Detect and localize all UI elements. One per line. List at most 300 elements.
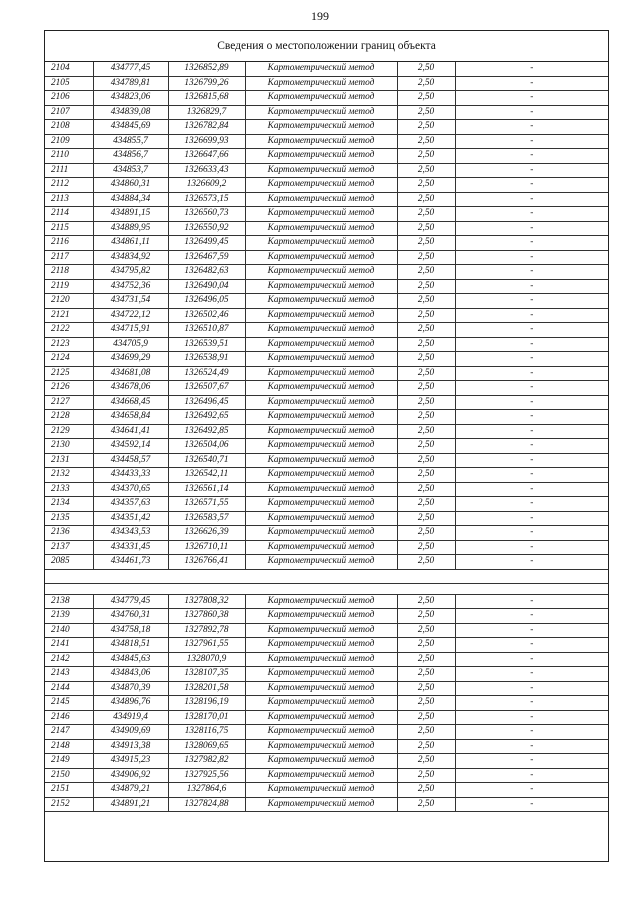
coord-x: 434823,06 bbox=[93, 91, 168, 106]
coord-y: 1328196,19 bbox=[168, 696, 245, 711]
accuracy-cell: 2,50 bbox=[397, 424, 455, 439]
description-cell: - bbox=[455, 424, 608, 439]
accuracy-cell: 2,50 bbox=[397, 62, 455, 76]
coord-y: 1326542,11 bbox=[168, 468, 245, 483]
accuracy-cell: 2,50 bbox=[397, 511, 455, 526]
table-row bbox=[45, 540, 608, 555]
description-cell: - bbox=[455, 497, 608, 512]
point-number: 2105 bbox=[45, 76, 93, 91]
coord-y: 1326583,57 bbox=[168, 511, 245, 526]
coord-y: 1327808,32 bbox=[168, 594, 245, 609]
method-cell: Картометрический метод bbox=[245, 555, 397, 570]
coord-x: 434699,29 bbox=[93, 352, 168, 367]
method-cell: Картометрический метод bbox=[245, 221, 397, 236]
method-cell: Картометрический метод bbox=[245, 710, 397, 725]
description-cell: - bbox=[455, 667, 608, 682]
coordinates-table bbox=[45, 62, 608, 812]
coord-y: 1326502,46 bbox=[168, 308, 245, 323]
table-row bbox=[45, 623, 608, 638]
coord-y: 1326490,04 bbox=[168, 279, 245, 294]
coord-y: 1326561,14 bbox=[168, 482, 245, 497]
point-number: 2135 bbox=[45, 511, 93, 526]
coord-y: 1328069,65 bbox=[168, 739, 245, 754]
coord-y: 1327961,55 bbox=[168, 638, 245, 653]
point-number: 2122 bbox=[45, 323, 93, 338]
method-cell: Картометрический метод bbox=[245, 192, 397, 207]
method-cell: Картометрический метод bbox=[245, 511, 397, 526]
coord-x: 434839,08 bbox=[93, 105, 168, 120]
table-row bbox=[45, 120, 608, 135]
coord-y: 1328116,75 bbox=[168, 725, 245, 740]
description-cell: - bbox=[455, 511, 608, 526]
method-cell: Картометрический метод bbox=[245, 623, 397, 638]
coord-x: 434592,14 bbox=[93, 439, 168, 454]
accuracy-cell: 2,50 bbox=[397, 236, 455, 251]
coord-y: 1327925,56 bbox=[168, 768, 245, 783]
table-row bbox=[45, 352, 608, 367]
point-number: 2120 bbox=[45, 294, 93, 309]
table-row bbox=[45, 594, 608, 609]
point-number: 2128 bbox=[45, 410, 93, 425]
method-cell: Картометрический метод bbox=[245, 681, 397, 696]
description-cell: - bbox=[455, 739, 608, 754]
table-row bbox=[45, 768, 608, 783]
method-cell: Картометрический метод bbox=[245, 178, 397, 193]
description-cell: - bbox=[455, 265, 608, 280]
table-row bbox=[45, 696, 608, 711]
point-number: 2152 bbox=[45, 797, 93, 812]
description-cell: - bbox=[455, 91, 608, 106]
method-cell: Картометрический метод bbox=[245, 250, 397, 265]
table-row bbox=[45, 453, 608, 468]
point-number: 2147 bbox=[45, 725, 93, 740]
coord-x: 434906,92 bbox=[93, 768, 168, 783]
table-row bbox=[45, 366, 608, 381]
point-number: 2137 bbox=[45, 540, 93, 555]
coord-x: 434818,51 bbox=[93, 638, 168, 653]
accuracy-cell: 2,50 bbox=[397, 134, 455, 149]
coord-y: 1326492,65 bbox=[168, 410, 245, 425]
accuracy-cell: 2,50 bbox=[397, 725, 455, 740]
method-cell: Картометрический метод bbox=[245, 652, 397, 667]
coord-y: 1326647,66 bbox=[168, 149, 245, 164]
coord-y: 1327860,38 bbox=[168, 609, 245, 624]
table-row bbox=[45, 76, 608, 91]
coord-y: 1326633,43 bbox=[168, 163, 245, 178]
coord-y: 1327824,88 bbox=[168, 797, 245, 812]
accuracy-cell: 2,50 bbox=[397, 178, 455, 193]
coord-x: 434705,9 bbox=[93, 337, 168, 352]
table-row bbox=[45, 609, 608, 624]
coord-x: 434370,65 bbox=[93, 482, 168, 497]
coord-x: 434870,39 bbox=[93, 681, 168, 696]
point-number: 2140 bbox=[45, 623, 93, 638]
table-row bbox=[45, 149, 608, 164]
table-row bbox=[45, 265, 608, 280]
method-cell: Картометрический метод bbox=[245, 91, 397, 106]
description-cell: - bbox=[455, 149, 608, 164]
accuracy-cell: 2,50 bbox=[397, 797, 455, 812]
point-number: 2108 bbox=[45, 120, 93, 135]
description-cell: - bbox=[455, 482, 608, 497]
coord-x: 434789,81 bbox=[93, 76, 168, 91]
method-cell: Картометрический метод bbox=[245, 768, 397, 783]
method-cell: Картометрический метод bbox=[245, 105, 397, 120]
coord-x: 434779,45 bbox=[93, 594, 168, 609]
coord-y: 1326573,15 bbox=[168, 192, 245, 207]
table-row bbox=[45, 652, 608, 667]
coord-x: 434752,36 bbox=[93, 279, 168, 294]
method-cell: Картометрический метод bbox=[245, 468, 397, 483]
table-row bbox=[45, 250, 608, 265]
accuracy-cell: 2,50 bbox=[397, 696, 455, 711]
coord-y: 1326467,59 bbox=[168, 250, 245, 265]
description-cell: - bbox=[455, 526, 608, 541]
coord-x: 434681,08 bbox=[93, 366, 168, 381]
description-cell: - bbox=[455, 381, 608, 396]
accuracy-cell: 2,50 bbox=[397, 768, 455, 783]
description-cell: - bbox=[455, 710, 608, 725]
point-number: 2139 bbox=[45, 609, 93, 624]
coord-y: 1326504,06 bbox=[168, 439, 245, 454]
description-cell: - bbox=[455, 768, 608, 783]
table-row bbox=[45, 207, 608, 222]
description-cell: - bbox=[455, 681, 608, 696]
coord-x: 434760,31 bbox=[93, 609, 168, 624]
accuracy-cell: 2,50 bbox=[397, 308, 455, 323]
point-number: 2107 bbox=[45, 105, 93, 120]
method-cell: Картометрический метод bbox=[245, 207, 397, 222]
accuracy-cell: 2,50 bbox=[397, 667, 455, 682]
table-row bbox=[45, 192, 608, 207]
description-cell: - bbox=[455, 323, 608, 338]
method-cell: Картометрический метод bbox=[245, 294, 397, 309]
coord-y: 1326766,41 bbox=[168, 555, 245, 570]
coord-y: 1326571,55 bbox=[168, 497, 245, 512]
table-row bbox=[45, 555, 608, 570]
coord-x: 434834,92 bbox=[93, 250, 168, 265]
coord-x: 434855,7 bbox=[93, 134, 168, 149]
method-cell: Картометрический метод bbox=[245, 352, 397, 367]
table-row bbox=[45, 395, 608, 410]
point-number: 2151 bbox=[45, 783, 93, 798]
description-cell: - bbox=[455, 652, 608, 667]
accuracy-cell: 2,50 bbox=[397, 294, 455, 309]
table-row bbox=[45, 381, 608, 396]
point-number: 2145 bbox=[45, 696, 93, 711]
table-row bbox=[45, 62, 608, 76]
method-cell: Картометрический метод bbox=[245, 594, 397, 609]
accuracy-cell: 2,50 bbox=[397, 352, 455, 367]
description-cell: - bbox=[455, 797, 608, 812]
point-number: 2150 bbox=[45, 768, 93, 783]
point-number: 2142 bbox=[45, 652, 93, 667]
description-cell: - bbox=[455, 134, 608, 149]
method-cell: Картометрический метод bbox=[245, 667, 397, 682]
accuracy-cell: 2,50 bbox=[397, 497, 455, 512]
point-number: 2110 bbox=[45, 149, 93, 164]
point-number: 2149 bbox=[45, 754, 93, 769]
coord-y: 1326524,49 bbox=[168, 366, 245, 381]
coord-x: 434853,7 bbox=[93, 163, 168, 178]
table-row bbox=[45, 638, 608, 653]
coord-y: 1326550,92 bbox=[168, 221, 245, 236]
point-number: 2124 bbox=[45, 352, 93, 367]
coord-y: 1326540,71 bbox=[168, 453, 245, 468]
description-cell: - bbox=[455, 754, 608, 769]
coord-x: 434458,57 bbox=[93, 453, 168, 468]
coord-x: 434331,45 bbox=[93, 540, 168, 555]
coord-x: 434641,41 bbox=[93, 424, 168, 439]
coord-y: 1326499,45 bbox=[168, 236, 245, 251]
description-cell: - bbox=[455, 696, 608, 711]
section-separator bbox=[45, 569, 608, 583]
method-cell: Картометрический метод bbox=[245, 497, 397, 512]
method-cell: Картометрический метод bbox=[245, 439, 397, 454]
description-cell: - bbox=[455, 410, 608, 425]
page-number: 199 bbox=[311, 9, 329, 23]
description-cell: - bbox=[455, 250, 608, 265]
coord-y: 1326507,67 bbox=[168, 381, 245, 396]
accuracy-cell: 2,50 bbox=[397, 279, 455, 294]
method-cell: Картометрический метод bbox=[245, 739, 397, 754]
coord-x: 434343,53 bbox=[93, 526, 168, 541]
coord-x: 434722,12 bbox=[93, 308, 168, 323]
table-row bbox=[45, 337, 608, 352]
coord-y: 1326710,11 bbox=[168, 540, 245, 555]
point-number: 2123 bbox=[45, 337, 93, 352]
table-row bbox=[45, 739, 608, 754]
point-number: 2106 bbox=[45, 91, 93, 106]
accuracy-cell: 2,50 bbox=[397, 439, 455, 454]
accuracy-cell: 2,50 bbox=[397, 265, 455, 280]
point-number: 2112 bbox=[45, 178, 93, 193]
method-cell: Картометрический метод bbox=[245, 120, 397, 135]
coord-x: 434891,15 bbox=[93, 207, 168, 222]
description-cell: - bbox=[455, 192, 608, 207]
coord-x: 434845,63 bbox=[93, 652, 168, 667]
method-cell: Картометрический метод bbox=[245, 424, 397, 439]
accuracy-cell: 2,50 bbox=[397, 540, 455, 555]
point-number: 2133 bbox=[45, 482, 93, 497]
coord-y: 1326492,85 bbox=[168, 424, 245, 439]
coord-x: 434731,54 bbox=[93, 294, 168, 309]
separator-cell bbox=[45, 583, 608, 594]
coord-y: 1326829,7 bbox=[168, 105, 245, 120]
coord-x: 434913,38 bbox=[93, 739, 168, 754]
point-number: 2134 bbox=[45, 497, 93, 512]
method-cell: Картометрический метод bbox=[245, 381, 397, 396]
coord-y: 1326496,45 bbox=[168, 395, 245, 410]
method-cell: Картометрический метод bbox=[245, 526, 397, 541]
point-number: 2113 bbox=[45, 192, 93, 207]
coord-x: 434861,11 bbox=[93, 236, 168, 251]
method-cell: Картометрический метод bbox=[245, 134, 397, 149]
accuracy-cell: 2,50 bbox=[397, 710, 455, 725]
accuracy-cell: 2,50 bbox=[397, 323, 455, 338]
coord-y: 1327892,78 bbox=[168, 623, 245, 638]
accuracy-cell: 2,50 bbox=[397, 638, 455, 653]
point-number: 2144 bbox=[45, 681, 93, 696]
description-cell: - bbox=[455, 207, 608, 222]
point-number: 2141 bbox=[45, 638, 93, 653]
table-row bbox=[45, 236, 608, 251]
point-number: 2146 bbox=[45, 710, 93, 725]
description-cell: - bbox=[455, 105, 608, 120]
point-number: 2130 bbox=[45, 439, 93, 454]
coord-x: 434860,31 bbox=[93, 178, 168, 193]
description-cell: - bbox=[455, 783, 608, 798]
point-number: 2148 bbox=[45, 739, 93, 754]
method-cell: Картометрический метод bbox=[245, 76, 397, 91]
accuracy-cell: 2,50 bbox=[397, 91, 455, 106]
point-number: 2085 bbox=[45, 555, 93, 570]
coord-x: 434891,21 bbox=[93, 797, 168, 812]
coord-y: 1328070,9 bbox=[168, 652, 245, 667]
table-row bbox=[45, 424, 608, 439]
table-row bbox=[45, 105, 608, 120]
accuracy-cell: 2,50 bbox=[397, 468, 455, 483]
table-row bbox=[45, 667, 608, 682]
coord-y: 1327982,82 bbox=[168, 754, 245, 769]
accuracy-cell: 2,50 bbox=[397, 410, 455, 425]
table-title: Сведения о местоположении границ объекта bbox=[45, 31, 608, 62]
table-row bbox=[45, 797, 608, 812]
method-cell: Картометрический метод bbox=[245, 265, 397, 280]
accuracy-cell: 2,50 bbox=[397, 681, 455, 696]
method-cell: Картометрический метод bbox=[245, 62, 397, 76]
method-cell: Картометрический метод bbox=[245, 236, 397, 251]
coord-y: 1326609,2 bbox=[168, 178, 245, 193]
method-cell: Картометрический метод bbox=[245, 482, 397, 497]
accuracy-cell: 2,50 bbox=[397, 149, 455, 164]
method-cell: Картометрический метод bbox=[245, 308, 397, 323]
description-cell: - bbox=[455, 308, 608, 323]
description-cell: - bbox=[455, 337, 608, 352]
point-number: 2121 bbox=[45, 308, 93, 323]
method-cell: Картометрический метод bbox=[245, 453, 397, 468]
coord-x: 434884,34 bbox=[93, 192, 168, 207]
coord-y: 1328107,35 bbox=[168, 667, 245, 682]
method-cell: Картометрический метод bbox=[245, 797, 397, 812]
accuracy-cell: 2,50 bbox=[397, 207, 455, 222]
description-cell: - bbox=[455, 120, 608, 135]
coord-x: 434879,21 bbox=[93, 783, 168, 798]
table-row bbox=[45, 163, 608, 178]
description-cell: - bbox=[455, 366, 608, 381]
coord-x: 434856,7 bbox=[93, 149, 168, 164]
table-row bbox=[45, 482, 608, 497]
coord-y: 1327864,6 bbox=[168, 783, 245, 798]
description-cell: - bbox=[455, 439, 608, 454]
coord-x: 434461,73 bbox=[93, 555, 168, 570]
accuracy-cell: 2,50 bbox=[397, 555, 455, 570]
table-row bbox=[45, 754, 608, 769]
point-number: 2119 bbox=[45, 279, 93, 294]
accuracy-cell: 2,50 bbox=[397, 453, 455, 468]
accuracy-cell: 2,50 bbox=[397, 105, 455, 120]
table-row bbox=[45, 710, 608, 725]
method-cell: Картометрический метод bbox=[245, 540, 397, 555]
point-number: 2114 bbox=[45, 207, 93, 222]
table-row bbox=[45, 178, 608, 193]
coord-x: 434433,33 bbox=[93, 468, 168, 483]
description-cell: - bbox=[455, 468, 608, 483]
description-cell: - bbox=[455, 279, 608, 294]
coord-y: 1326482,63 bbox=[168, 265, 245, 280]
accuracy-cell: 2,50 bbox=[397, 739, 455, 754]
point-number: 2125 bbox=[45, 366, 93, 381]
table-row bbox=[45, 526, 608, 541]
coord-y: 1326799,26 bbox=[168, 76, 245, 91]
description-cell: - bbox=[455, 453, 608, 468]
accuracy-cell: 2,50 bbox=[397, 594, 455, 609]
table-row bbox=[45, 725, 608, 740]
point-number: 2129 bbox=[45, 424, 93, 439]
description-cell: - bbox=[455, 725, 608, 740]
point-number: 2126 bbox=[45, 381, 93, 396]
method-cell: Картометрический метод bbox=[245, 149, 397, 164]
table-row bbox=[45, 468, 608, 483]
description-cell: - bbox=[455, 221, 608, 236]
point-number: 2131 bbox=[45, 453, 93, 468]
description-cell: - bbox=[455, 594, 608, 609]
accuracy-cell: 2,50 bbox=[397, 163, 455, 178]
coord-x: 434919,4 bbox=[93, 710, 168, 725]
coord-x: 434915,23 bbox=[93, 754, 168, 769]
point-number: 2143 bbox=[45, 667, 93, 682]
coord-y: 1326852,89 bbox=[168, 62, 245, 76]
table-row bbox=[45, 91, 608, 106]
table-row bbox=[45, 134, 608, 149]
coord-x: 434758,18 bbox=[93, 623, 168, 638]
description-cell: - bbox=[455, 540, 608, 555]
coord-y: 1326626,39 bbox=[168, 526, 245, 541]
accuracy-cell: 2,50 bbox=[397, 609, 455, 624]
accuracy-cell: 2,50 bbox=[397, 120, 455, 135]
coord-y: 1326560,73 bbox=[168, 207, 245, 222]
accuracy-cell: 2,50 bbox=[397, 221, 455, 236]
coord-x: 434795,82 bbox=[93, 265, 168, 280]
table-row bbox=[45, 294, 608, 309]
description-cell: - bbox=[455, 638, 608, 653]
coord-y: 1326538,91 bbox=[168, 352, 245, 367]
coord-y: 1326782,84 bbox=[168, 120, 245, 135]
table-row bbox=[45, 439, 608, 454]
coord-x: 434843,06 bbox=[93, 667, 168, 682]
method-cell: Картометрический метод bbox=[245, 609, 397, 624]
description-cell: - bbox=[455, 294, 608, 309]
description-cell: - bbox=[455, 623, 608, 638]
method-cell: Картометрический метод bbox=[245, 783, 397, 798]
method-cell: Картометрический метод bbox=[245, 337, 397, 352]
accuracy-cell: 2,50 bbox=[397, 754, 455, 769]
method-cell: Картометрический метод bbox=[245, 638, 397, 653]
section-separator bbox=[45, 583, 608, 594]
table-row bbox=[45, 783, 608, 798]
method-cell: Картометрический метод bbox=[245, 323, 397, 338]
accuracy-cell: 2,50 bbox=[397, 482, 455, 497]
description-cell: - bbox=[455, 352, 608, 367]
description-cell: - bbox=[455, 62, 608, 76]
accuracy-cell: 2,50 bbox=[397, 250, 455, 265]
separator-cell bbox=[45, 569, 608, 583]
coord-y: 1326699,93 bbox=[168, 134, 245, 149]
accuracy-cell: 2,50 bbox=[397, 76, 455, 91]
coord-y: 1328201,58 bbox=[168, 681, 245, 696]
point-number: 2104 bbox=[45, 62, 93, 76]
table-row bbox=[45, 279, 608, 294]
